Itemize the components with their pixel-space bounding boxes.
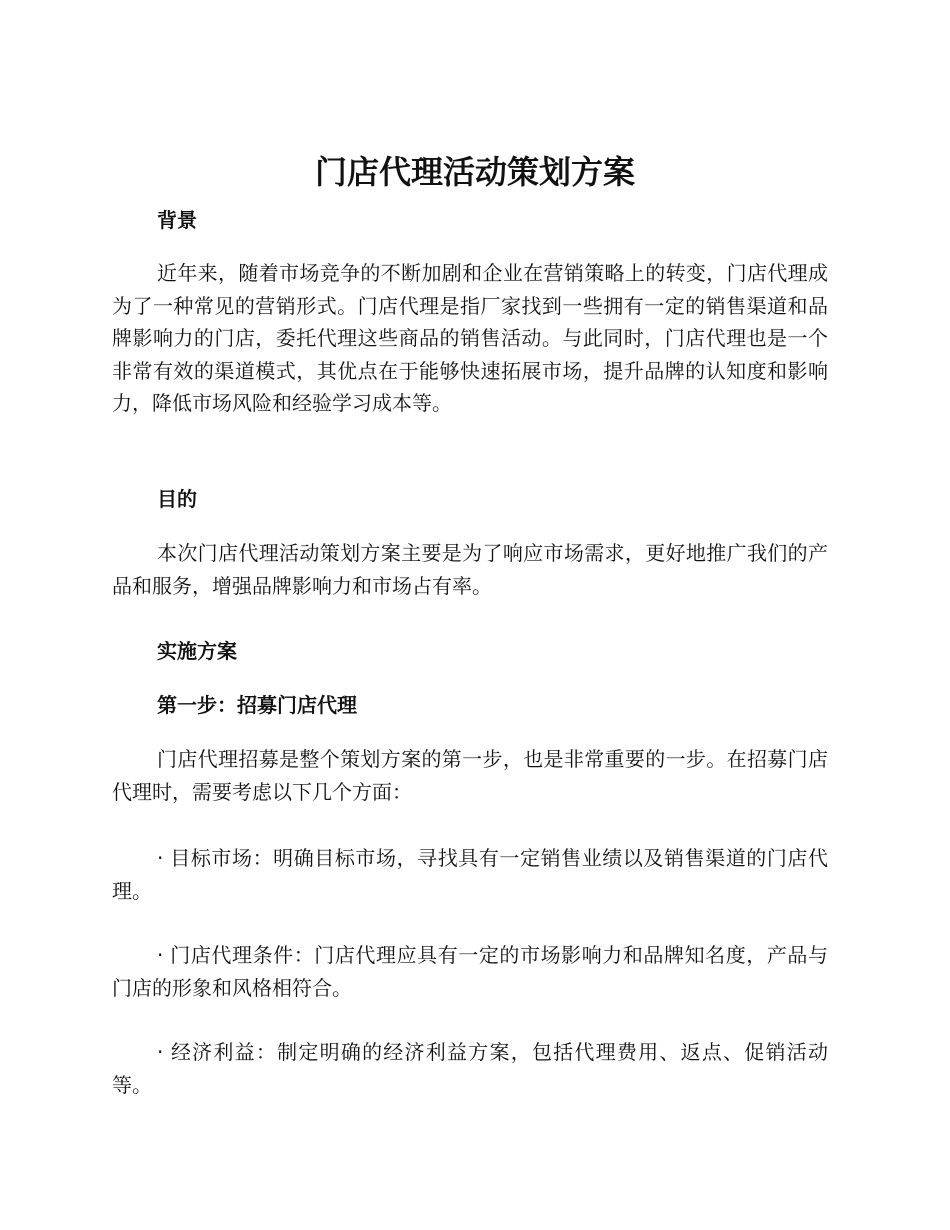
subsection-heading-step1: 第一步：招募门店代理: [157, 693, 357, 717]
bullet-agent-conditions: · 门店代理条件：门店代理应具有一定的市场影响力和品牌知名度，产品与门店的形象和风格相符合。: [112, 943, 828, 1000]
paragraph-purpose: 本次门店代理活动策划方案主要是为了响应市场需求，更好地推广我们的产品和服务，增强品牌影响力和市场占有率。: [112, 541, 828, 598]
bullet-target-market: · 目标市场：明确目标市场，寻找具有一定销售业绩以及销售渠道的门店代理。: [112, 846, 828, 903]
section-heading-background: 背景: [157, 208, 197, 232]
section-heading-plan: 实施方案: [157, 639, 237, 663]
document-title: 门店代理活动策划方案: [314, 153, 635, 191]
paragraph-step1: 门店代理招募是整个策划方案的第一步，也是非常重要的一步。在招募门店代理时，需要考虑以下几个方面：: [112, 747, 828, 804]
bullet-economic-benefits: · 经济利益：制定明确的经济利益方案，包括代理费用、返点、促销活动等。: [112, 1040, 828, 1097]
paragraph-background: 近年来，随着市场竞争的不断加剧和企业在营销策略上的转变，门店代理成为了一种常见的营销形式。门店代理是指厂家找到一些拥有一定的销售渠道和品牌影响力的门店，委托代理这些商品的销售活动。与此同时，门店代理也是一个非常有效的渠道模式，其优点在于能够快速拓展市场，提升品牌的认知度和影响力，降低市场风险和经验学习成本等。: [112, 261, 828, 415]
section-heading-purpose: 目的: [157, 487, 197, 511]
